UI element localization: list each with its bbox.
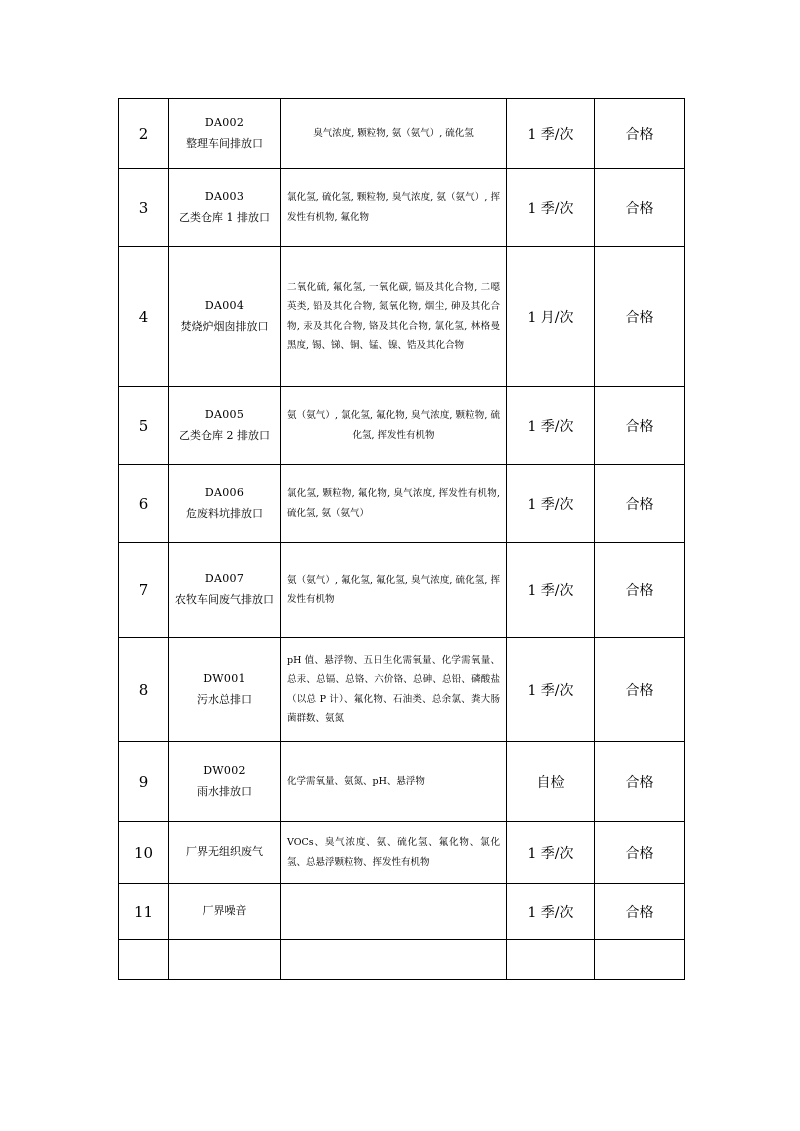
monitor-items: 氯化氢, 颗粒物, 氟化物, 臭气浓度, 挥发性有机物, 硫化氢, 氨（氨气） [281,465,507,543]
row-number: 11 [119,884,169,940]
monitor-items: 二氧化硫, 氟化氢, 一氧化碳, 镉及其化合物, 二噁英类, 铅及其化合物, 氮氧化物, 烟尘, 砷及其化合物, 汞及其化合物, 铬及其化合物, 氯化氢, 林格曼黑度, 锡、锑、铜、锰、镍、锆及其化合物 [281,247,507,387]
row-number: 2 [119,99,169,169]
outlet-cell [169,940,281,980]
monitor-items: 化学需氧量、氨氮、pH、悬浮物 [281,742,507,822]
row-number: 6 [119,465,169,543]
monitor-result: 合格 [595,465,685,543]
monitor-items: VOCs、臭气浓度、氨、硫化氢、氟化物、氯化氢、总悬浮颗粒物、挥发性有机物 [281,822,507,884]
outlet-label: 雨水排放口 [197,784,252,798]
monitor-frequency: 1 季/次 [507,638,595,742]
row-number: 8 [119,638,169,742]
table-row [119,247,685,387]
table-row [119,940,685,980]
monitor-items: 臭气浓度, 颗粒物, 氨（氨气）, 硫化氢 [281,99,507,169]
outlet-code: DA002 [204,115,245,129]
monitor-items: 氨（氨气）, 氯化氢, 氟化物, 臭气浓度, 颗粒物, 硫化氢, 挥发性有机物 [281,387,507,465]
monitor-frequency [507,940,595,980]
monitor-frequency: 1 季/次 [507,99,595,169]
outlet-code: DA007 [204,572,245,586]
outlet-code: DA006 [204,485,245,499]
monitor-result: 合格 [595,884,685,940]
outlet-label: 整理车间排放口 [186,136,263,150]
table-row [119,99,685,169]
monitor-result: 合格 [595,247,685,387]
monitoring-plan-table [118,98,685,980]
monitor-frequency: 1 季/次 [507,169,595,247]
table-row [119,822,685,884]
outlet-cell [169,387,281,465]
row-number: 10 [119,822,169,884]
row-number: 3 [119,169,169,247]
outlet-label: 农牧车间废气排放口 [175,593,274,606]
row-number: 9 [119,742,169,822]
outlet-cell [169,465,281,543]
monitor-frequency: 1 季/次 [507,387,595,465]
outlet-code: DW002 [203,763,246,777]
outlet-code: DA005 [204,407,245,421]
monitor-items: pH 值、悬浮物、五日生化需氧量、化学需氧量、总汞、总镉、总铬、六价铬、总砷、总铅、磷酸盐（以总 P 计）、氟化物、石油类、总余氯、粪大肠菌群数、氨氮 [281,638,507,742]
outlet-code: DW001 [203,671,246,685]
monitor-result: 合格 [595,543,685,638]
outlet-label: 乙类仓库 1 排放口 [179,210,270,224]
monitor-result [595,940,685,980]
monitor-result: 合格 [595,169,685,247]
row-number: 7 [119,543,169,638]
monitor-frequency: 1 季/次 [507,543,595,638]
table-row [119,169,685,247]
outlet-label: 厂界噪音 [202,904,247,918]
monitor-frequency: 1 季/次 [507,822,595,884]
outlet-label: 厂界无组织废气 [186,845,263,859]
table-row [119,465,685,543]
monitor-frequency: 自检 [507,742,595,822]
outlet-cell [169,742,281,822]
outlet-cell [169,638,281,742]
monitor-result: 合格 [595,99,685,169]
outlet-cell [169,247,281,387]
monitor-frequency: 1 季/次 [507,465,595,543]
table-row [119,638,685,742]
monitor-frequency: 1 季/次 [507,884,595,940]
table-row [119,387,685,465]
outlet-label: 焚烧炉烟囱排放口 [180,319,269,333]
outlet-cell [169,99,281,169]
monitor-items: 氨（氨气）, 氟化氢, 氟化氢, 臭气浓度, 硫化氢, 挥发性有机物 [281,543,507,638]
monitor-result: 合格 [595,387,685,465]
table-row [119,543,685,638]
row-number: 4 [119,247,169,387]
monitor-items: 氯化氢, 硫化氢, 颗粒物, 臭气浓度, 氨（氨气）, 挥发性有机物, 氟化物 [281,169,507,247]
outlet-label: 危废料坑排放口 [186,506,263,520]
outlet-cell [169,822,281,884]
table-row [119,742,685,822]
outlet-code: DA003 [204,189,245,203]
row-number [119,940,169,980]
monitor-items [281,940,507,980]
outlet-cell [169,543,281,638]
outlet-code: DA004 [204,298,245,312]
outlet-label: 污水总排口 [197,692,252,706]
row-number: 5 [119,387,169,465]
outlet-label: 乙类仓库 2 排放口 [179,428,270,442]
monitor-result: 合格 [595,638,685,742]
monitor-result: 合格 [595,822,685,884]
table-row [119,884,685,940]
monitor-frequency: 1 月/次 [507,247,595,387]
outlet-cell [169,169,281,247]
monitor-result: 合格 [595,742,685,822]
monitor-items [281,884,507,940]
outlet-cell [169,884,281,940]
